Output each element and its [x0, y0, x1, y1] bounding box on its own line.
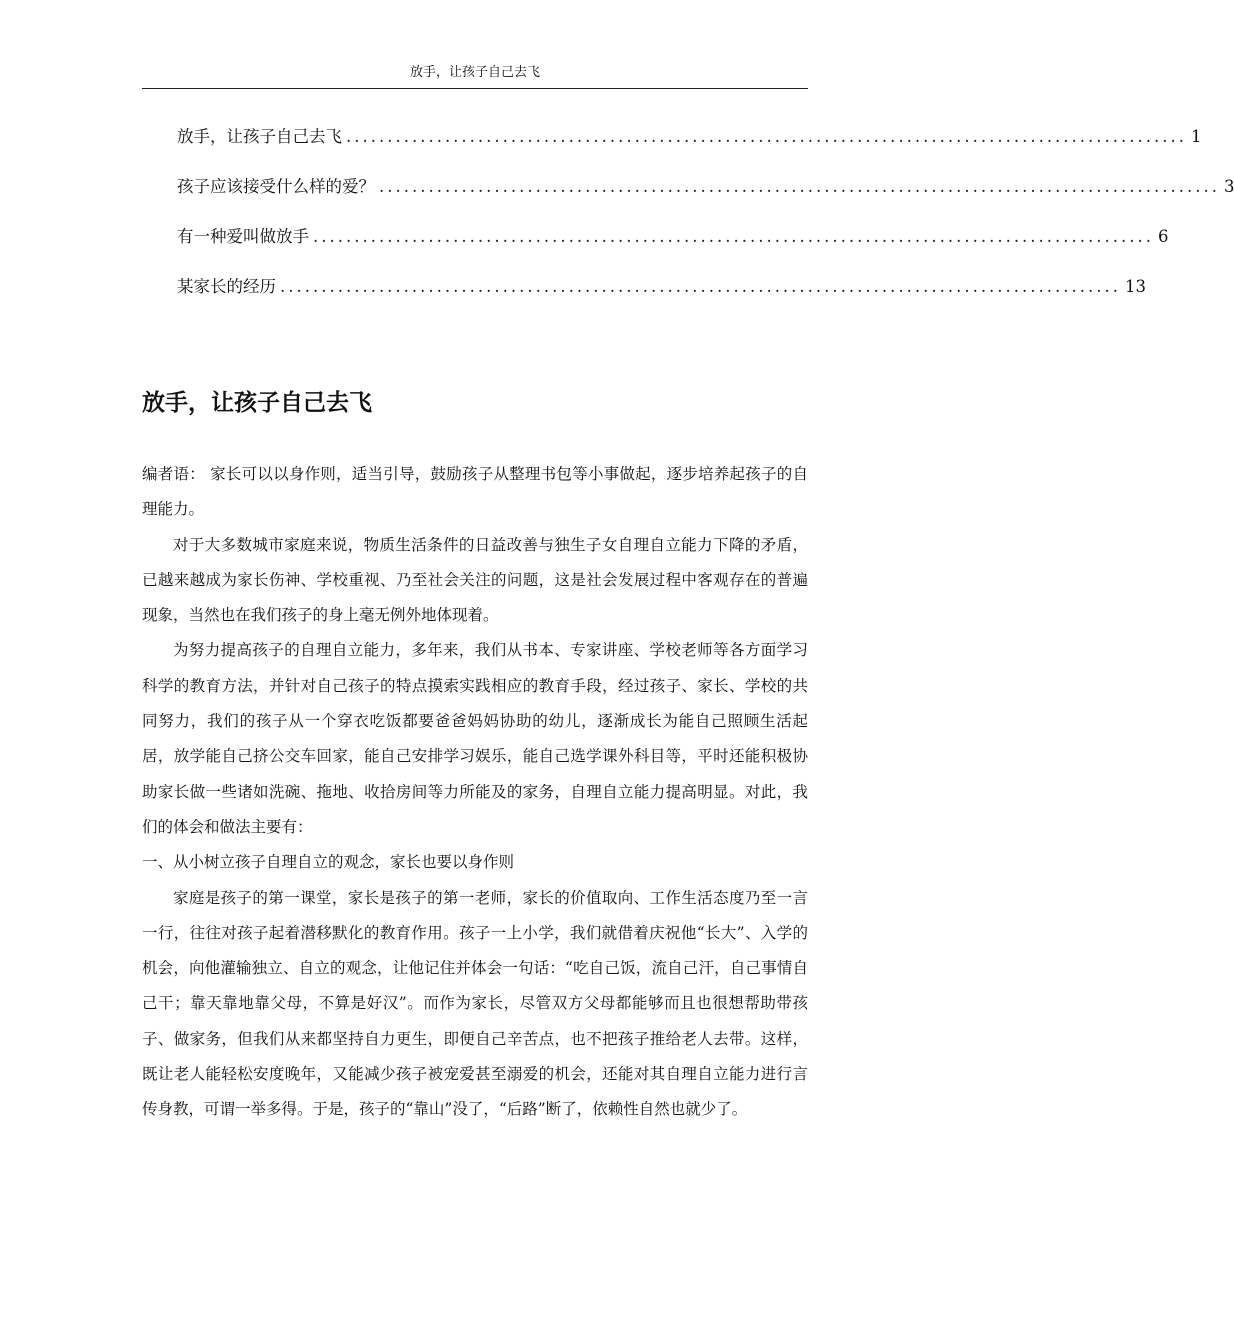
editor-note: 编者语： 家长可以以身作则，适当引导，鼓励孩子从整理书包等小事做起，逐步培养起孩子的自理能力。: [142, 465, 808, 519]
toc-entry-title: 有一种爱叫做放手: [177, 227, 309, 246]
toc-leader-dots: ......................................................................................................: [379, 177, 1220, 196]
toc-entry[interactable]: [177, 223, 1169, 273]
toc-entry-page: 3: [1223, 177, 1234, 196]
toc-entry[interactable]: [177, 173, 1234, 223]
toc-entry[interactable]: [177, 273, 1146, 323]
toc-leader-dots: ......................................................................................................: [313, 227, 1154, 246]
toc-entry-title: 孩子应该接受什么样的爱？: [177, 177, 375, 196]
toc-entry-page: 6: [1157, 227, 1169, 246]
toc-entry-title: 放手，让孩子自己去飞: [177, 127, 342, 146]
toc-entry-page: 1: [1190, 127, 1202, 146]
toc-entry-title: 某家长的经历: [177, 277, 276, 296]
running-header: 放手，让孩子自己去飞: [409, 65, 540, 80]
body-paragraph: 家庭是孩子的第一课堂，家长是孩子的第一老师，家长的价值取向、工作生活态度乃至一言一行，往往对孩子起着潜移默化的教育作用。孩子一上小学，我们就借着庆祝他“长大”、入学的机会，向他灌输独立、自立的观念，让他记住并体会一句话：“吃自己饭，流自己汗，自己事情自己干；靠天靠地靠父母，不算是好汉”。而作为家长，尽管双方父母都能够而且也很想帮助带孩子、做家务，但我们从来都坚持自力更生，即便自己辛苦点，也不把孩子推给老人去带。这样，既让老人能轻松安度晚年，又能减少孩子被宠爱甚至溺爱的机会，还能对其自理自立能力进行言传身教，可谓一举多得。于是，孩子的“靠山”没了，“后路”断了，依赖性自然也就少了。: [142, 888, 808, 1119]
toc-leader-dots: ......................................................................................................: [280, 277, 1121, 296]
body-paragraph: 为努力提高孩子的自理自立能力，多年来，我们从书本、专家讲座、学校老师等各方面学习科学的教育方法，并针对自己孩子的特点摸索实践相应的教育手段，经过孩子、家长、学校的共同努力，我们的孩子从一个穿衣吃饭都要爸爸妈妈协助的幼儿，逐渐成长为能自己照顾生活起居，放学能自己挤公交车回家，能自己安排学习娱乐，能自己选学课外科目等，平时还能积极协助家长做一些诸如洗碗、拖地、收拾房间等力所能及的家务，自理自立能力提高明显。对此，我们的体会和做法主要有：: [142, 641, 808, 836]
toc-entry-page: 13: [1124, 277, 1146, 296]
toc-entry[interactable]: [177, 123, 1202, 173]
article-title: 放手，让孩子自己去飞: [142, 389, 372, 416]
table-of-contents: [177, 123, 1234, 323]
header-rule: [142, 88, 808, 89]
article-body: [142, 457, 808, 1128]
section-heading: 一、从小树立孩子自理自立的观念，家长也要以身作则: [142, 853, 515, 872]
toc-leader-dots: ......................................................................................................: [346, 127, 1187, 146]
body-paragraph: 对于大多数城市家庭来说，物质生活条件的日益改善与独生子女自理自立能力下降的矛盾，已越来越成为家长伤神、学校重视、乃至社会关注的问题，这是社会发展过程中客观存在的普遍现象，当然也在我们孩子的身上毫无例外地体现着。: [142, 535, 808, 625]
